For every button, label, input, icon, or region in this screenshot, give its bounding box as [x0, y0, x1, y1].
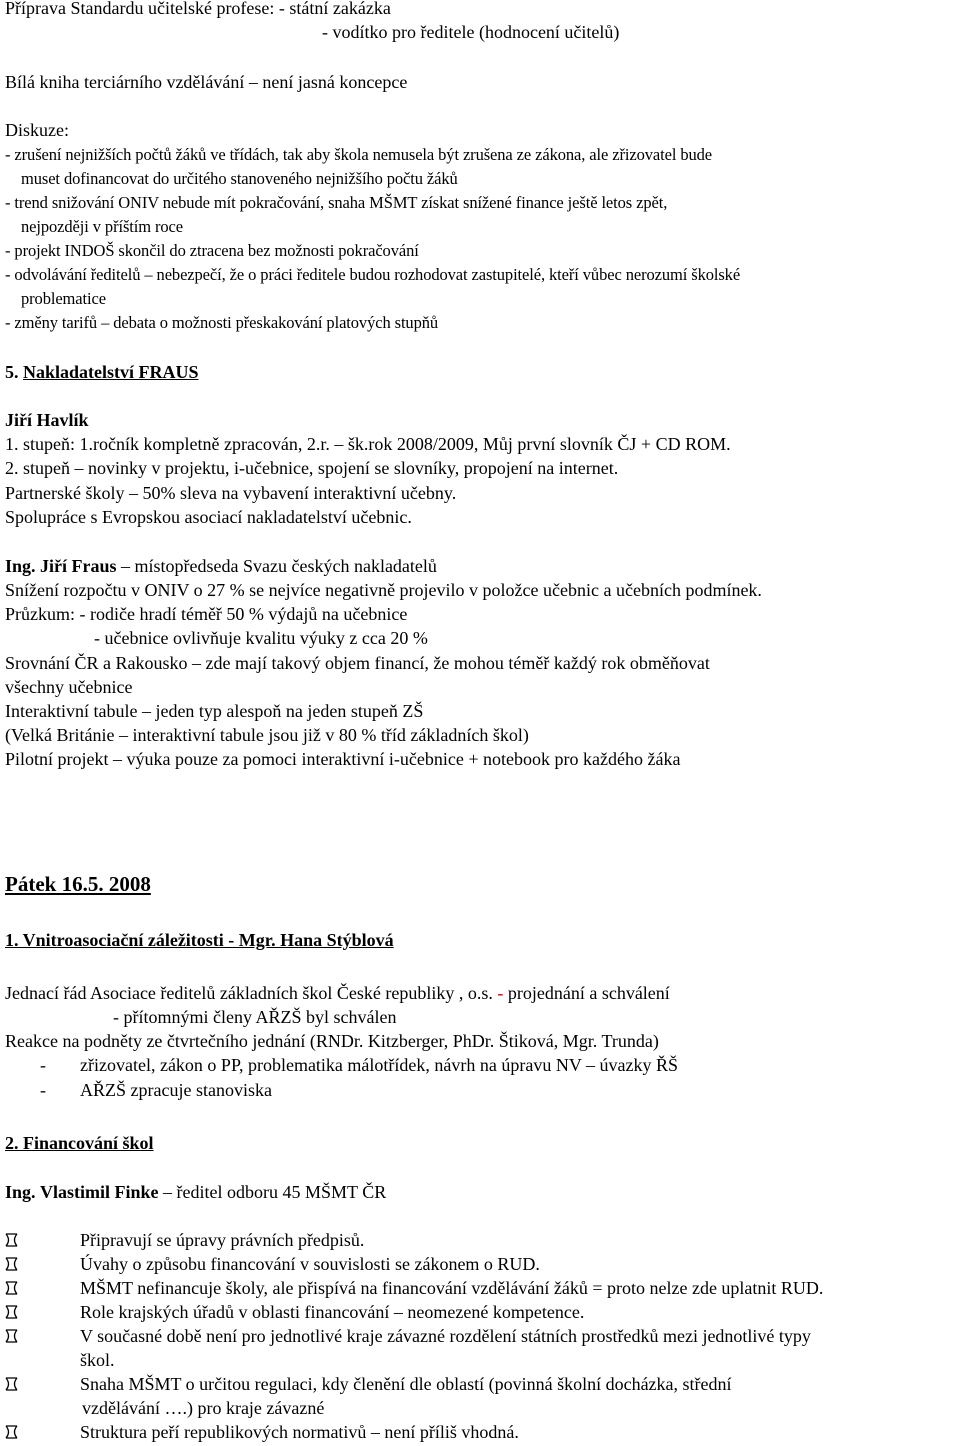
- text-line: Průzkum: - rodiče hradí téměř 50 % výdajů na učebnice: [5, 604, 408, 624]
- text-line: Bílá kniha terciárního vzdělávání – není jasná koncepce: [5, 72, 408, 92]
- section-heading: 2. Financování škol: [5, 1133, 154, 1153]
- text-line: - učebnice ovlivňuje kvalitu výuky z cca 20 %: [94, 628, 428, 648]
- red-dash: -: [497, 983, 504, 1003]
- text-line: (Velká Británie – interaktivní tabule jsou již v 80 % tříd základních škol): [5, 725, 529, 745]
- list-item: vzdělávání ….) pro kraje závazné: [82, 1398, 325, 1418]
- bullet-icon: [5, 1376, 19, 1392]
- text-line: Partnerské školy – 50% sleva na vybavení interaktivní učebny.: [5, 483, 457, 503]
- speaker-title: Ing.: [5, 556, 36, 576]
- bullet-icon: [5, 1424, 19, 1440]
- speaker-line: [5, 554, 437, 578]
- speaker-title: Ing.: [5, 1182, 36, 1202]
- bullet-icon: [5, 1328, 19, 1344]
- list-item: V současné době není pro jednotlivé kraje závazné rozdělení státních prostředků mezi jednotlivé typy: [80, 1326, 811, 1346]
- text-line: 1. stupeň: 1.ročník kompletně zpracován, 2.r. – šk.rok 2008/2009, Můj první slovník ČJ + CD ROM.: [5, 434, 731, 454]
- list-item: MŠMT nefinancuje školy, ale přispívá na financování vzdělávání žáků = proto nelze zde uplatnit RUD.: [80, 1278, 824, 1298]
- text-line: Spolupráce s Evropskou asociací nakladatelství učebnic.: [5, 507, 412, 527]
- text-line: - zrušení nejnižších počtů žáků ve třídách, tak aby škola nemusela být zrušena ze zákona, ale zřizovatel bude: [5, 145, 713, 164]
- text-line: - odvolávání ředitelů – nebezpečí, že o práci ředitele budou rozhodovat zastupitelé, kteří vůbec nerozumí školské: [5, 265, 741, 284]
- speaker-line: [5, 1180, 386, 1204]
- text-line: - projekt INDOŠ skončil do ztracena bez možnosti pokračování: [5, 241, 419, 260]
- bullet-icon: [5, 1232, 19, 1248]
- text-line: problematice: [21, 289, 106, 308]
- bullet-icon: [5, 1304, 19, 1320]
- list-item: Struktura peří republikových normativů – není příliš vhodná.: [80, 1422, 519, 1442]
- text-line: muset dofinancovat do určitého stanoveného nejnižšího počtu žáků: [21, 169, 458, 188]
- section-heading: 1. Vnitroasociační záležitosti - Mgr. Hana Stýblová: [5, 930, 394, 950]
- text-span: projednání a schválení: [503, 983, 670, 1003]
- speaker-role: – místopředseda Svazu českých nakladatelů: [116, 556, 437, 576]
- dash-bullet: -: [40, 1080, 46, 1100]
- text-line: Reakce na podněty ze čtvrtečního jednání (RNDr. Kitzberger, PhDr. Štiková, Mgr. Trunda): [5, 1031, 659, 1051]
- diskuze-heading: Diskuze:: [5, 120, 69, 140]
- text-line: všechny učebnice: [5, 677, 133, 697]
- text-line: - přítomnými členy AŘZŠ byl schválen: [113, 1007, 397, 1027]
- text-line: Snížení rozpočtu v ONIV o 27 % se nejvíce negativně projevilo v položce učebnic a učebních podmínek.: [5, 580, 762, 600]
- text-line: nejpozději v příštím roce: [21, 217, 183, 236]
- speaker-name: Jiří Havlík: [5, 410, 89, 430]
- text-span: Jednací řád Asociace ředitelů základních škol České republiky , o.s.: [5, 983, 498, 1003]
- text-line: - změny tarifů – debata o možnosti přeskakování platových stupňů: [5, 313, 439, 332]
- speaker-name: Vlastimil Finke: [40, 1182, 159, 1202]
- text-line: - vodítko pro ředitele (hodnocení učitelů): [322, 22, 620, 42]
- text-line: 2. stupeň – novinky v projektu, i-učebnice, spojení se slovníky, propojení na internet.: [5, 458, 619, 478]
- list-item: AŘZŠ zpracuje stanoviska: [80, 1080, 272, 1100]
- section-title: Nakladatelství FRAUS: [23, 362, 199, 382]
- day-heading: Pátek 16.5. 2008: [5, 872, 151, 896]
- section-number: 5.: [5, 362, 19, 382]
- list-item: škol.: [80, 1350, 115, 1370]
- list-item: Úvahy o způsobu financování v souvislosti se zákonem o RUD.: [80, 1254, 540, 1274]
- text-line: Interaktivní tabule – jeden typ alespoň na jeden stupeň ZŠ: [5, 701, 424, 721]
- list-item: Připravují se úpravy právních předpisů.: [80, 1230, 365, 1250]
- text-line: Srovnání ČR a Rakousko – zde mají takový objem financí, že mohou téměř každý rok obměňovat: [5, 653, 710, 673]
- dash-bullet: -: [40, 1055, 46, 1075]
- bullet-icon: [5, 1280, 19, 1296]
- list-item: zřizovatel, zákon o PP, problematika málotřídek, návrh na úpravu NV – úvazky ŘŠ: [80, 1055, 679, 1075]
- speaker-name: Jiří Fraus: [40, 556, 117, 576]
- text-line: Pilotní projekt – výuka pouze za pomoci interaktivní i-učebnice + notebook pro každého žáka: [5, 749, 681, 769]
- text-line: Příprava Standardu učitelské profese: - státní zakázka: [5, 0, 391, 18]
- text-line: - trend snižování ONIV nebude mít pokračování, snaha MŠMT získat snížené finance ještě letos zpět,: [5, 193, 668, 212]
- bullet-icon: [5, 1256, 19, 1272]
- list-item: Snaha MŠMT o určitou regulaci, kdy členění dle oblastí (povinná školní docházka, střední: [80, 1374, 732, 1394]
- list-item: Role krajských úřadů v oblasti financování – neomezené kompetence.: [80, 1302, 585, 1322]
- speaker-role: – ředitel odboru 45 MŠMT ČR: [158, 1182, 387, 1202]
- section-heading-fraus: [5, 360, 199, 384]
- text-line: [5, 981, 670, 1005]
